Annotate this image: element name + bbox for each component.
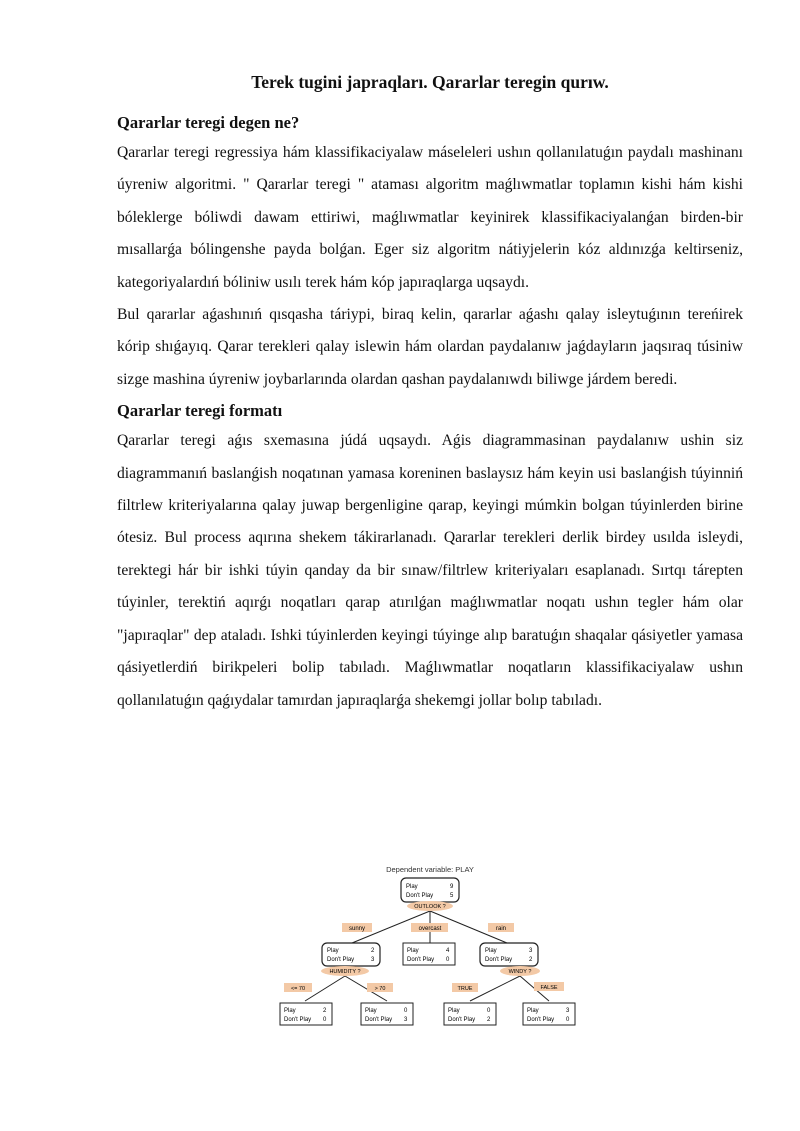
leaf-windy-true-dontplay-value: 2 [487, 1017, 491, 1023]
branch-rain-label: rain [495, 926, 507, 932]
branch-sunny-label: sunny [348, 926, 366, 932]
leaf-humidity-low-play-value: 2 [323, 1008, 327, 1014]
branch-overcast-label: overcast [418, 926, 442, 932]
sunny-node [321, 943, 380, 976]
leaf-humidity-high-play-value: 0 [404, 1008, 408, 1014]
humidity-branch-labels [284, 983, 393, 992]
leaf-humidity-low-dontplay-value: 0 [323, 1017, 327, 1023]
sunny-play-label: Play [327, 948, 339, 954]
rain-play-value: 3 [529, 948, 533, 954]
overcast-dontplay-value: 0 [446, 957, 450, 963]
leaf-windy-false-dontplay-label: Don't Play [527, 1017, 555, 1023]
decision-tree-diagram [270, 858, 600, 1033]
leaf-windy-false-play-value: 3 [566, 1008, 570, 1014]
sunny-split-label: HUMIDITY ? [329, 969, 361, 975]
leaf-windy-true-dontplay-label: Don't Play [448, 1017, 476, 1023]
outlook-branch-labels [342, 923, 514, 932]
document-page [117, 70, 743, 717]
leaf-windy-false-play-label: Play [527, 1008, 539, 1014]
root-dontplay-label: Don't Play [406, 893, 434, 899]
leaf-windy-false [523, 1003, 575, 1025]
leaf-humidity-high [361, 1003, 413, 1025]
windy-branch-labels [452, 982, 564, 992]
overcast-node [403, 943, 455, 965]
sunny-dontplay-value: 3 [371, 957, 375, 963]
paragraph: Qararlar teregi aǵıs sxemasına júdá uqsaydı. Aǵis diagrammasinan paydalanıw ushin siz diagrammanıń baslanǵish noqatınan yamasa koreninen baslaysız hám keyin usi baslanǵish túyinniń filtrlew kriteriyalarına qalay juwap bergenligine qarap, keyingi múmkin bolgan túyinlerden birine ótesiz. Bul process aqırına shekem tákirarlanadı. Qararlar terekleri derlik birdey usılda isleydi, terektegi hár bir ishki túyin qanday da bir sınaw/filtrlew kriteriyaları esaplanadı. Sırtqı tárepten túyinler, terektiń aqırǵı noqatları qarap atırılǵan maǵlıwmatlar noqatı ushın tegler hám olar "japıraqlar" dep ataladı. Ishki túyinlerden keyingi túyinge alıp baratuǵın shaqalar qásiyetler yamasa qásiyetlerdiń birikpeleri bolip tabıladı. Maǵlıwmatlar noqatların klassifikaciyalaw ushın qollanılatuǵın qaǵıydalar tamırdan japıraqlarǵa shekemgi jollar bolıp tabıladı. [117, 432, 743, 709]
paragraph: Qararlar teregi regressiya hám klassifikaciyalaw máseleleri ushın qollanılatuǵın paydalı mashinanı úyreniw algoritmi. " Qararlar teregi " ataması algoritm maǵlıwmatlar toplamın kishi hám kishi bóleklerge bóliwdi dawam ettiriwi, maǵlıwmatlar keyinirek klassifikaciyalanǵan birden-bir mısallarǵa bólingenshe payda bolǵan. Eger siz algoritm nátiyjelerin kóz aldınızǵa keltirseniz, kategoriyalardıń bóliniw usılı terek hám kóp japıraqlarga uqsaydı. [117, 144, 743, 291]
decision-tree-figure [270, 858, 600, 1033]
root-split-label: OUTLOOK ? [414, 904, 446, 910]
root-dontplay-value: 5 [450, 893, 454, 899]
leaf-humidity-high-play-label: Play [365, 1008, 377, 1014]
document-title: Terek tugini japraqları. Qararlar teregin qurıw. [251, 72, 609, 92]
branch-humidity-high-label: > 70 [374, 986, 386, 992]
diagram-title: Dependent variable: PLAY [386, 865, 474, 874]
leaf-windy-false-dontplay-value: 0 [566, 1017, 570, 1023]
leaf-humidity-low-play-label: Play [284, 1008, 296, 1014]
rain-node [480, 943, 540, 976]
leaf-humidity-low-dontplay-label: Don't Play [284, 1017, 312, 1023]
leaf-humidity-high-dontplay-label: Don't Play [365, 1017, 393, 1023]
leaf-windy-true-play-label: Play [448, 1008, 460, 1014]
sunny-play-value: 2 [371, 948, 375, 954]
paragraph: Bul qararlar aǵashınıń qısqasha táriypi, biraq kelin, qararlar aǵashı qalay isleytuǵının tereńirek kórip shıǵayıq. Qarar terekleri qalay islewin hám olardan paydalanıw jaǵdayların jaqsıraq túsiniw sizge mashina úyreniw joybarlarında olardan qashan paydalanıwdı biliwge járdem beredi. [117, 306, 743, 388]
leaf-windy-true [444, 1003, 496, 1025]
root-play-label: Play [406, 884, 418, 890]
branch-humidity-low-label: <= 70 [290, 986, 306, 992]
root-node [401, 878, 459, 911]
section-heading-1: Qararlar teregi degen ne? [117, 113, 300, 132]
rain-dontplay-value: 2 [529, 957, 533, 963]
branch-windy-true-label: TRUE [457, 986, 473, 992]
leaf-humidity-low [280, 1003, 332, 1025]
root-play-value: 9 [450, 884, 454, 890]
section-heading-2: Qararlar teregi formatı [117, 401, 283, 421]
overcast-play-value: 4 [446, 948, 450, 954]
rain-split-label: WINDY ? [508, 969, 532, 975]
sunny-dontplay-label: Don't Play [327, 957, 355, 963]
overcast-dontplay-label: Don't Play [407, 957, 435, 963]
leaf-humidity-high-dontplay-value: 3 [404, 1017, 408, 1023]
leaf-windy-true-play-value: 0 [487, 1008, 491, 1014]
rain-dontplay-label: Don't Play [485, 957, 513, 963]
branch-windy-false-label: FALSE [540, 985, 558, 991]
overcast-play-label: Play [407, 948, 419, 954]
rain-play-label: Play [485, 948, 497, 954]
